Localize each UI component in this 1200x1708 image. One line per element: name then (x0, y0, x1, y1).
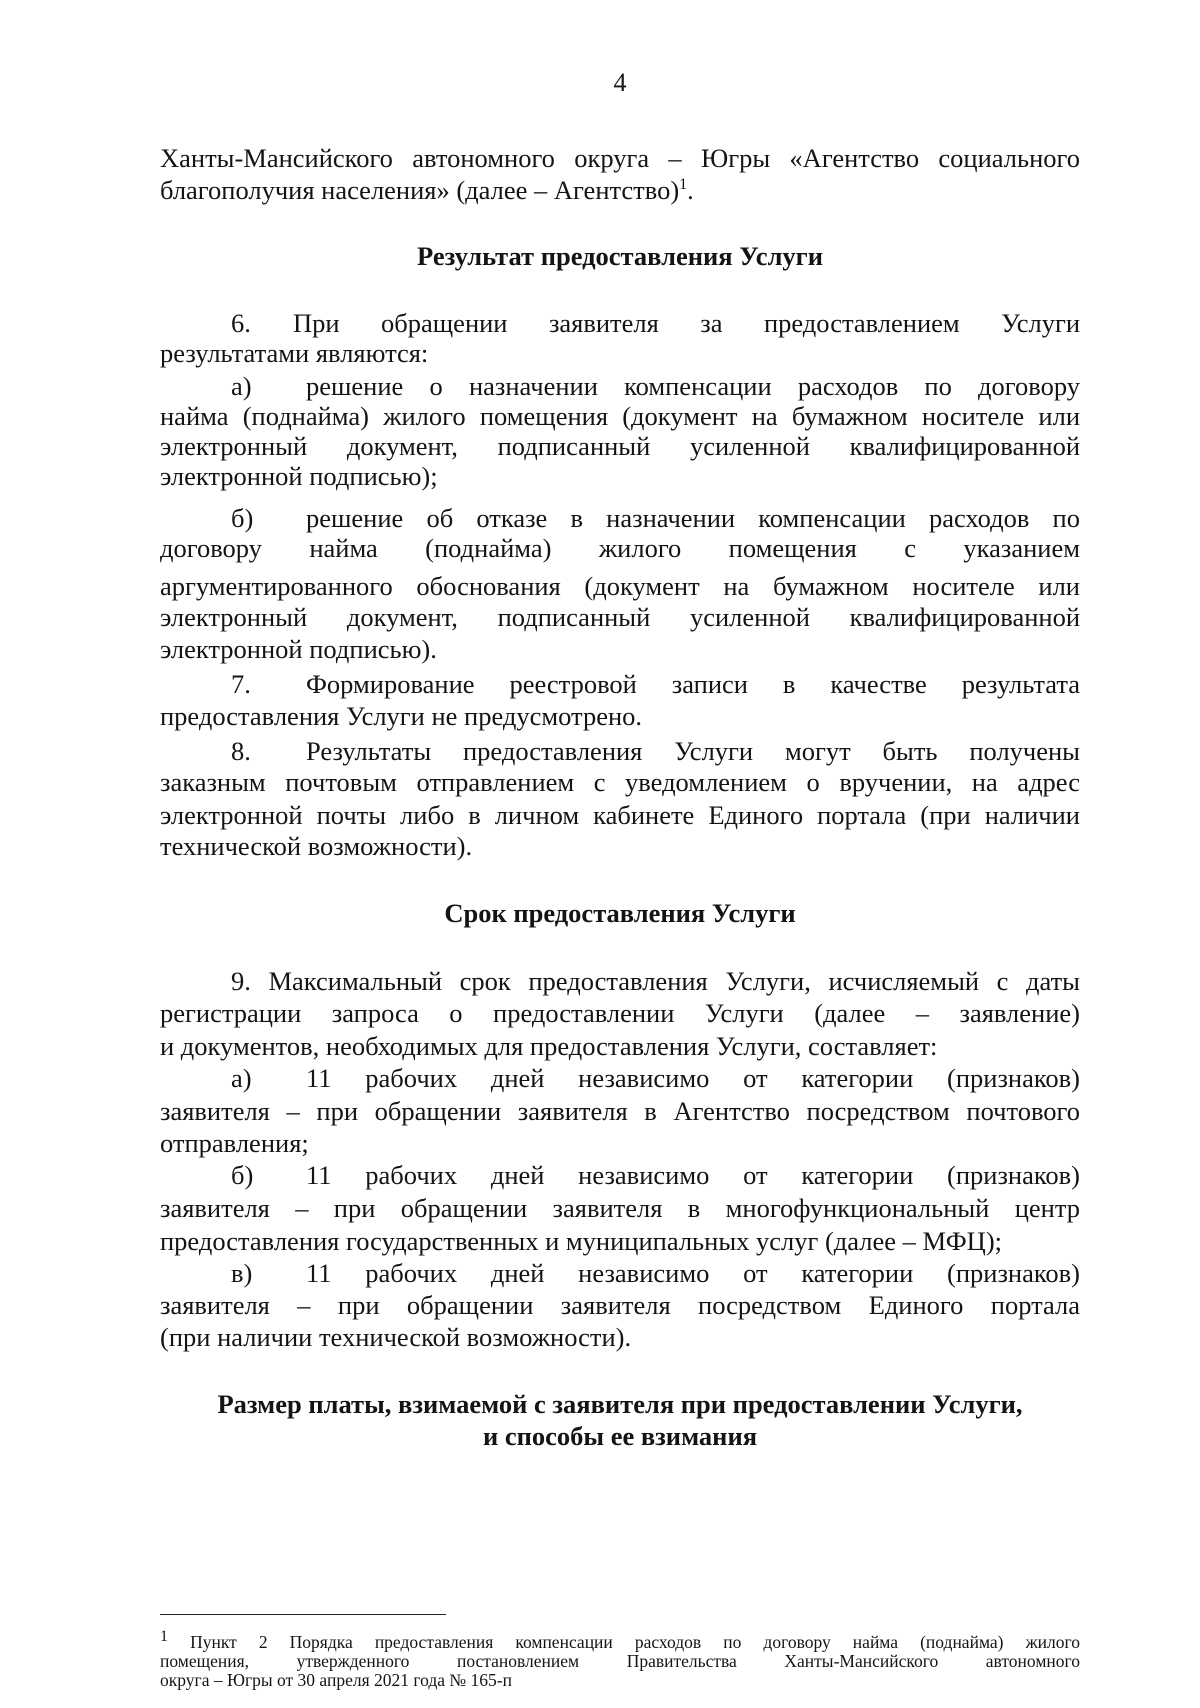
footnote-line-2: помещения, утвержденного постановлением Правительства Ханты-Мансийского автономного (160, 1651, 1080, 1671)
footnote-line-3: округа – Югры от 30 апреля 2021 года № 165-п (160, 1670, 512, 1690)
result-item-b-line-2: договору найма (поднайма) жилого помещения с указанием (160, 533, 1080, 563)
result-item-b-line-1 (231, 503, 1080, 533)
term-item-v-text: 11 рабочих дней независимо от категории (признаков) (306, 1258, 1080, 1288)
term-item-v-line-1 (231, 1258, 1080, 1288)
paragraph-8-line-4: технической возможности). (160, 831, 473, 861)
result-item-b-line-5: электронной подписью). (160, 634, 437, 664)
intro-line-1: Ханты-Мансийского автономного округа – Югры «Агентство социального (160, 143, 1080, 173)
intro-end: . (687, 175, 694, 205)
term-item-b-marker: б) (231, 1160, 254, 1190)
term-item-a-marker: а) (231, 1063, 252, 1093)
result-item-a-text: решение о назначении компенсации расходов по договору (306, 371, 1080, 401)
paragraph-7-number: 7. (231, 669, 251, 699)
paragraph-9-line-3: и документов, необходимых для предоставления Услуги, составляет: (160, 1031, 938, 1061)
result-item-b-marker: б) (231, 503, 254, 533)
result-item-b-line-3: аргументированного обоснования (документ на бумажном носителе или (160, 571, 1080, 601)
term-item-a-line-3: отправления; (160, 1128, 309, 1158)
term-item-v-marker: в) (231, 1258, 253, 1288)
result-item-b-text: решение об отказе в назначении компенсации расходов по (306, 503, 1080, 533)
intro-text: благополучия населения» (далее – Агентство) (160, 175, 680, 205)
paragraph-6-number: 6. (231, 308, 251, 338)
footnote-separator (160, 1614, 446, 1615)
paragraph-6-text: При обращении заявителя за предоставлением Услуги (293, 308, 1080, 338)
term-item-v-line-3: (при наличии технической возможности). (160, 1322, 632, 1352)
result-item-a-line-3: электронный документ, подписанный усиленной квалифицированной (160, 431, 1080, 461)
paragraph-9-line-2: регистрации запроса о предоставлении Услуги (далее – заявление) (160, 998, 1080, 1028)
term-item-b-text: 11 рабочих дней независимо от категории (признаков) (306, 1160, 1080, 1190)
paragraph-8-line-3: электронной почты либо в личном кабинете Единого портала (при наличии (160, 800, 1080, 830)
section-heading-fee-line-2: и способы ее взимания (482, 1421, 758, 1451)
intro-line-2 (160, 175, 1080, 205)
paragraph-9-line-1: 9. Максимальный срок предоставления Услуги, исчисляемый с даты (231, 966, 1080, 996)
term-item-b-line-2: заявителя – при обращении заявителя в многофункциональный центр (160, 1193, 1080, 1223)
term-item-a-line-1 (231, 1063, 1080, 1093)
result-item-a-line-1 (231, 371, 1080, 401)
footnote-line-1 (160, 1628, 1080, 1652)
term-item-b-line-1 (231, 1160, 1080, 1190)
result-item-b-line-4: электронный документ, подписанный усиленной квалифицированной (160, 602, 1080, 632)
result-item-a-line-4: электронной подписью); (160, 461, 438, 491)
term-item-a-line-2: заявителя – при обращении заявителя в Агентство посредством почтового (160, 1096, 1080, 1126)
term-item-v-line-2: заявителя – при обращении заявителя посредством Единого портала (160, 1290, 1080, 1320)
paragraph-8-line-1 (231, 736, 1080, 766)
paragraph-7-line-1 (231, 669, 1080, 699)
paragraph-7-line-2: предоставления Услуги не предусмотрено. (160, 701, 643, 731)
paragraph-7-text: Формирование реестровой записи в качестве результата (306, 669, 1080, 699)
section-heading-result: Результат предоставления Услуги (417, 241, 823, 271)
result-item-a-line-2: найма (поднайма) жилого помещения (документ на бумажном носителе или (160, 401, 1080, 431)
footnote-mark: 1 (160, 1628, 168, 1646)
section-heading-fee-line-1: Размер платы, взимаемой с заявителя при предоставлении Услуги, (217, 1389, 1023, 1419)
page-number: 4 (613, 68, 627, 97)
term-item-b-line-3: предоставления государственных и муниципальных услуг (далее – МФЦ); (160, 1226, 1003, 1256)
result-item-a-marker: а) (231, 371, 252, 401)
section-heading-term: Срок предоставления Услуги (444, 898, 796, 928)
footnote-text: Пункт 2 Порядка предоставления компенсации расходов по договору найма (поднайма) жилого (190, 1632, 1080, 1652)
paragraph-8-number: 8. (231, 736, 251, 766)
term-item-a-text: 11 рабочих дней независимо от категории (признаков) (306, 1063, 1080, 1093)
paragraph-6-line-1 (231, 308, 1080, 338)
paragraph-8-text: Результаты предоставления Услуги могут быть получены (306, 736, 1080, 766)
paragraph-6-line-2: результатами являются: (160, 338, 429, 368)
footnote-reference: 1 (679, 176, 688, 194)
paragraph-8-line-2: заказным почтовым отправлением с уведомлением о вручении, на адрес (160, 767, 1080, 797)
